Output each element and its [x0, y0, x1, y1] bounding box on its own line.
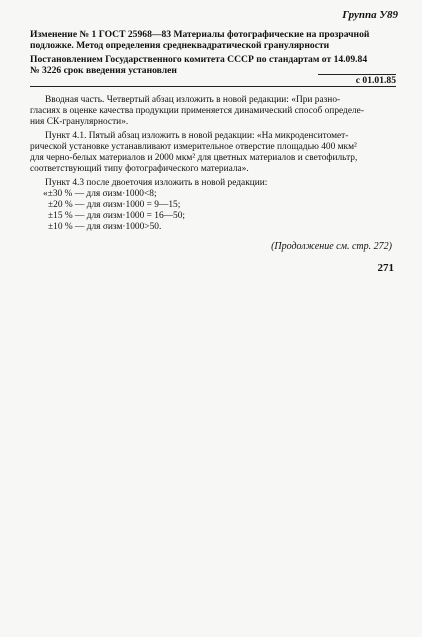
page-number: 271	[377, 262, 394, 274]
continuation-note: (Продолжение см. стр. 272)	[271, 241, 392, 252]
formula-line2: ±20 % — для σизм·1000 = 9—15;	[48, 200, 181, 210]
effective-date: с 01.01.85	[355, 75, 396, 86]
amendment-title-line2: подложке. Метод определения среднеквадратической гранулярности	[30, 40, 330, 51]
para3-line1: Пункт 4.3 после двоеточия изложить в новой редакции:	[45, 178, 268, 188]
para2-line2: рической установке устанавливают измерительное отверстие площадью 400 мкм²	[30, 142, 357, 152]
amendment-title-line1: Изменение № 1 ГОСТ 25968—83 Материалы фотографические на прозрачной	[30, 29, 370, 40]
formula-line4: ±10 % — для σизм·1000>50.	[48, 222, 162, 232]
para1-line3: ния СК-гранулярности».	[30, 117, 129, 127]
header-divider	[30, 86, 396, 87]
para2-line4: соответствующий типу фотографического материала».	[30, 164, 249, 174]
para2-line3: для черно-белых материалов и 2000 мкм² для цветных материалов и светофильтр,	[30, 153, 358, 163]
para1-line2: гласиях в оценке качества продукции применяется динамический способ определе-	[30, 106, 364, 116]
formula-line3: ±15 % — для σизм·1000 = 16—50;	[48, 211, 185, 221]
group-label: Группа У89	[342, 9, 398, 21]
resolution-line2: № 3226 срок введения установлен	[30, 65, 177, 76]
para2-line1: Пункт 4.1. Пятый абзац изложить в новой редакции: «На микроденситомет-	[45, 131, 349, 141]
formula-line1: «±30 % — для σизм·1000<8;	[43, 189, 157, 199]
para1-line1: Вводная часть. Четвертый абзац изложить в новой редакции: «При разно-	[45, 95, 341, 105]
resolution-line1: Постановлением Государственного комитета СССР по стандартам от 14.09.84	[30, 54, 368, 65]
